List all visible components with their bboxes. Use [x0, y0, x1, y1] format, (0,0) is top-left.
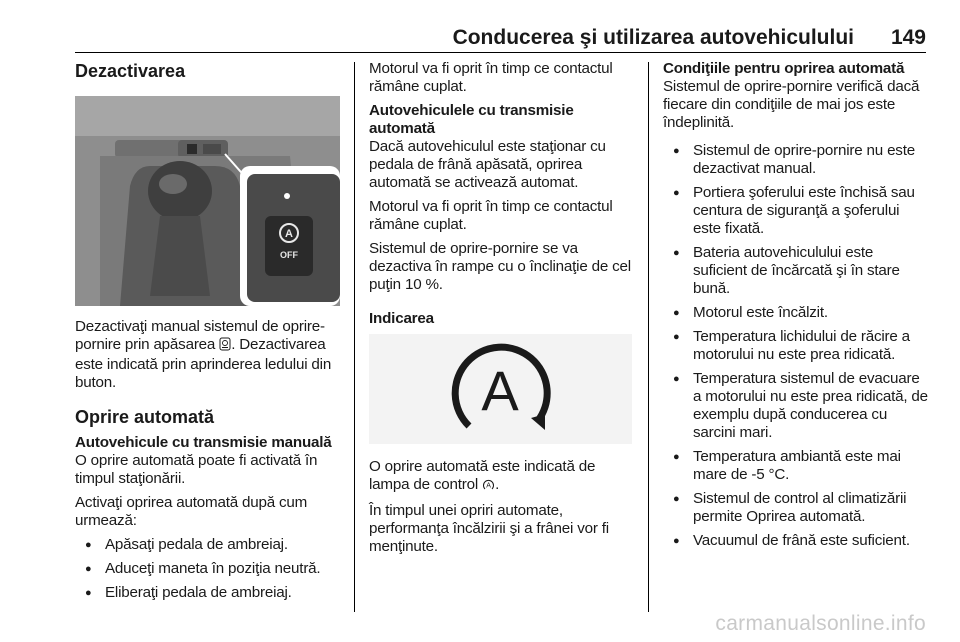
paragraph-slope-deactivation: Sistemul de oprire-pornire se va dezactiva în rampe cu o înclinaţie de cel puţin 10 %. — [369, 240, 631, 293]
indicator-letter: A — [481, 359, 519, 422]
paragraph-auto-activation: Dacă autovehiculul este staţionar cu pedala de frână apăsată, oprirea automată se activează automat. — [369, 138, 606, 191]
paragraph-activation-steps: Activaţi oprirea automată după cum urmează: — [75, 494, 308, 529]
column-1 — [75, 60, 340, 608]
list-item: ● Aduceţi maneta în poziţia neutră. — [75, 560, 340, 578]
paragraph-text: Dezactivaţi manual sistemul de oprire-pornire prin apăsarea — [75, 318, 325, 353]
paragraph-text: O oprire automată este indicată de lampa de control — [369, 458, 596, 493]
auto-stop-indicator-icon — [369, 334, 632, 444]
callout-off-label: OFF — [280, 250, 298, 260]
column-3 — [663, 60, 931, 556]
console-illustration — [75, 96, 340, 306]
list-item: ● Temperatura ambiantă este mai mare de -5 °C. — [663, 448, 931, 484]
list-item: ● Vacuumul de frână este suficient. — [663, 532, 931, 550]
list-item: ● Sistemul de oprire-pornire nu este dezactivat manual. — [663, 142, 931, 178]
indicator-illustration — [369, 334, 632, 444]
lamp-icon-letter: A — [486, 482, 491, 490]
paragraph-engine-off: Motorul va fi oprit în timp ce contactul rămâne cuplat. — [369, 60, 613, 95]
list-item: ● Eliberaţi pedala de ambreiaj. — [75, 584, 340, 602]
page-header — [75, 22, 926, 53]
column-divider-right — [648, 62, 649, 612]
paragraph-engine-off-2: Motorul va fi oprit în timp ce contactul rămâne cuplat. — [369, 198, 613, 233]
list-item: ● Apăsaţi pedala de ambreiaj. — [75, 536, 340, 554]
conditions-list — [663, 142, 931, 550]
section-heading-auto-stop: Oprire automată — [75, 407, 215, 427]
paragraph-control-lamp — [369, 458, 635, 496]
column-divider-left — [354, 62, 355, 612]
subheading-conditions: Condiţiile pentru oprirea automată — [663, 60, 905, 77]
list-item: ● Temperatura lichidului de răcire a motorului nu este prea ridicată. — [663, 328, 931, 364]
paragraph-conditions-intro: Sistemul de oprire-pornire verifică dacă fiecare din condiţiile de mai jos este îndeplinită. — [663, 78, 920, 131]
gear-console-figure — [75, 96, 340, 306]
paragraph-text-end: . Dezactivarea este indicată prin aprinderea ledului din buton. — [75, 336, 332, 391]
paragraph-manual-deactivation — [75, 318, 340, 392]
list-item: ● Bateria autovehiculului este suficient de încărcată şi în stare bună. — [663, 244, 931, 298]
stop-start-off-icon — [219, 337, 231, 356]
list-item: ● Portiera şoferului este închisă sau centura de siguranţă a şoferului este fixată. — [663, 184, 931, 238]
section-heading-deactivation: Dezactivarea — [75, 61, 186, 81]
column-2 — [369, 60, 635, 562]
auto-stop-lamp-icon — [482, 478, 495, 496]
list-item: ● Temperatura sistemul de evacuare a motorului nu este prea ridicată, de exemplu după conducerea cu sarcini mari. — [663, 370, 931, 442]
paragraph-performance: În timpul unei opriri automate, performanţa încălzirii şi a frânei vor fi menţinute. — [369, 502, 609, 555]
callout-a-letter: A — [285, 228, 293, 240]
watermark: carmanualsonline.info — [715, 612, 926, 635]
subheading-automatic-transmission: Autovehiculele cu transmisie automată — [369, 102, 574, 137]
page-number: 149 — [890, 26, 926, 49]
subheading-manual-transmission: Autovehicule cu transmisie manuală — [75, 434, 332, 451]
paragraph-auto-stop-activation: O oprire automată poate fi activată în timpul staţionării. — [75, 452, 318, 487]
list-item: ● Motorul este încălzit. — [663, 304, 931, 322]
steps-list — [75, 536, 340, 602]
paragraph-text-end: . — [495, 476, 500, 493]
section-heading-indication: Indicarea — [369, 310, 434, 327]
list-item: ● Sistemul de control al climatizării permite Oprirea automată. — [663, 490, 931, 526]
chapter-title: Conducerea şi utilizarea autovehiculului — [452, 26, 854, 49]
